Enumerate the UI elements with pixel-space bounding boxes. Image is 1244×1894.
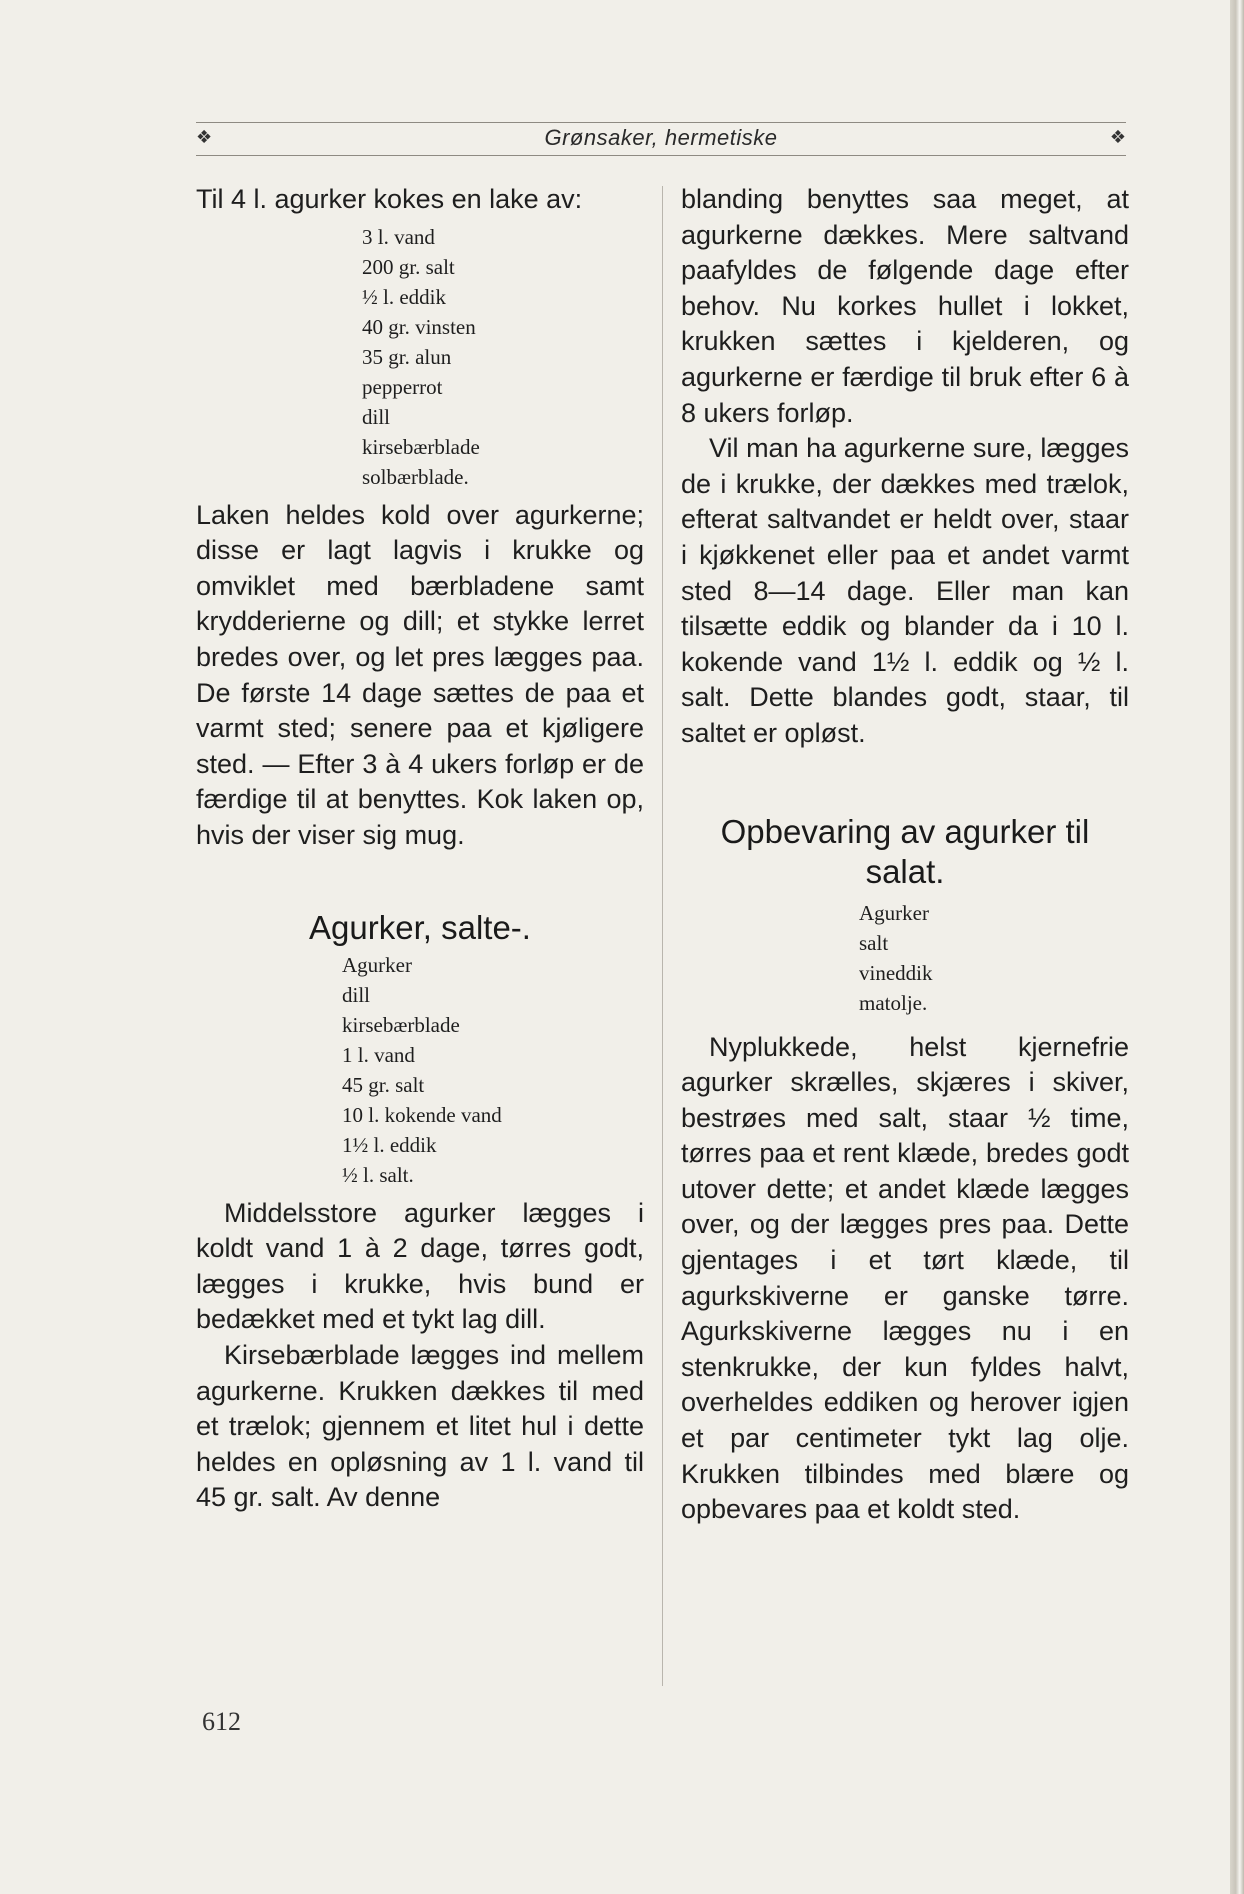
ingredient-item: dill [362, 404, 391, 429]
ingredient-item: ½ l. salt. [342, 1162, 414, 1187]
ingredient-item: 200 gr. salt [362, 254, 455, 279]
ingredient-item: dill [342, 982, 371, 1007]
ornament-right-icon: ❖ [1109, 127, 1126, 148]
ingredient-item: 40 gr. vinsten [362, 314, 476, 339]
ingredient-list-salat [859, 898, 1129, 1018]
body-paragraph: Nyplukkede, helst kjernefrie agurker skrælles, skjæres i skiver, bestrøes med salt, staar ½ time, tørres paa et rent klæde, bredes godt utover dette; et andet klæde lægges over, og der lægges pres paa. Dette gjentages i et tørt klæde, til agurkskiverne er ganske tørre. Agurkskiverne lægges nu i en stenkrukke, der kun fyldes halvt, overheldes eddiken og herover igjen et par centimeter tykt lag olje. Krukken tilbindes med blære og opbevares paa et koldt sted. [681, 1031, 1129, 1525]
running-header [196, 118, 1126, 158]
ingredient-item: pepperrot [362, 374, 443, 399]
ingredient-item: 1½ l. eddik [342, 1132, 437, 1157]
body-paragraph: Middelsstore agurker lægges i koldt vand 1 à 2 dage, tørres godt, lægges i krukke, hvis bund er bedækket med et tykt lag dill. [196, 1197, 644, 1335]
right-column [681, 182, 1129, 1528]
column-divider [662, 186, 663, 1686]
header-rule-bottom [196, 155, 1126, 156]
ingredient-item: ½ l. eddik [362, 284, 446, 309]
ingredient-item: 10 l. kokende vand [342, 1102, 502, 1127]
ingredient-item: matolje. [859, 990, 928, 1015]
ingredient-item: Agurker [342, 952, 412, 977]
book-edge [1230, 0, 1244, 1894]
ingredient-list-pickles [362, 222, 644, 492]
left-column [196, 182, 644, 1516]
ingredient-item: 3 l. vand [362, 224, 435, 249]
body-paragraph: blanding benyttes saa meget, at agurkerne dækkes. Mere saltvand paafyldes de følgende dage efter behov. Nu korkes hullet i lokket, krukken sættes i kjelderen, og agurkerne er færdige til bruk efter 6 à 8 ukers forløp. [681, 184, 1129, 428]
ingredient-item: kirsebærblade [342, 1012, 460, 1037]
ingredient-item: salt [859, 930, 889, 955]
page-number: 612 [202, 1707, 241, 1736]
ingredient-item: 35 gr. alun [362, 344, 452, 369]
body-paragraph: Laken heldes kold over agurkerne; disse er lagt lagvis i krukke og omviklet med bærbladene samt krydderierne og dill; et stykke lerret bredes over, og let pres lægges paa. De første 14 dage sættes de paa et varmt sted; senere paa et kjøligere sted. — Efter 3 à 4 ukers forløp er de færdige til at benyttes. Kok laken op, hvis der viser sig mug. [196, 499, 644, 850]
header-rule-top [196, 122, 1126, 123]
recipe-heading-salat: Opbevaring av agurker til salat. [720, 812, 1090, 890]
body-paragraph: Vil man ha agurkerne sure, lægges de i krukke, der dækkes med trælok, efterat saltvandet er heldt over, staar i kjøkkenet eller paa et andet varmt sted 8—14 dage. Eller man kan tilsætte eddik og blander da i 10 l. kokende vand 1½ l. eddik og ½ l. salt. Dette blandes godt, staar, til saltet er opløst. [681, 433, 1129, 748]
ingredient-item: kirsebærblade [362, 434, 480, 459]
ingredient-item: 1 l. vand [342, 1042, 415, 1067]
recipe-heading-salte: Agurker, salte-. [309, 908, 531, 946]
ingredient-item: solbærblade. [362, 464, 469, 489]
ingredient-item: 45 gr. salt [342, 1072, 425, 1097]
header-title: Grønsaker, hermetiske [544, 125, 778, 150]
body-paragraph: Kirsebærblade lægges ind mellem agurkerne. Krukken dækkes til med et trælok; gjennem et litet hul i dette heldes en opløsning av 1 l. vand til 45 gr. salt. Av denne [196, 1339, 644, 1513]
ingredient-item: vineddik [859, 960, 933, 985]
ornament-left-icon: ❖ [196, 127, 213, 148]
intro-text: Til 4 l. agurker kokes en lake av: [196, 184, 583, 214]
ingredient-item: Agurker [859, 900, 929, 925]
ingredient-list-salte [342, 950, 644, 1190]
